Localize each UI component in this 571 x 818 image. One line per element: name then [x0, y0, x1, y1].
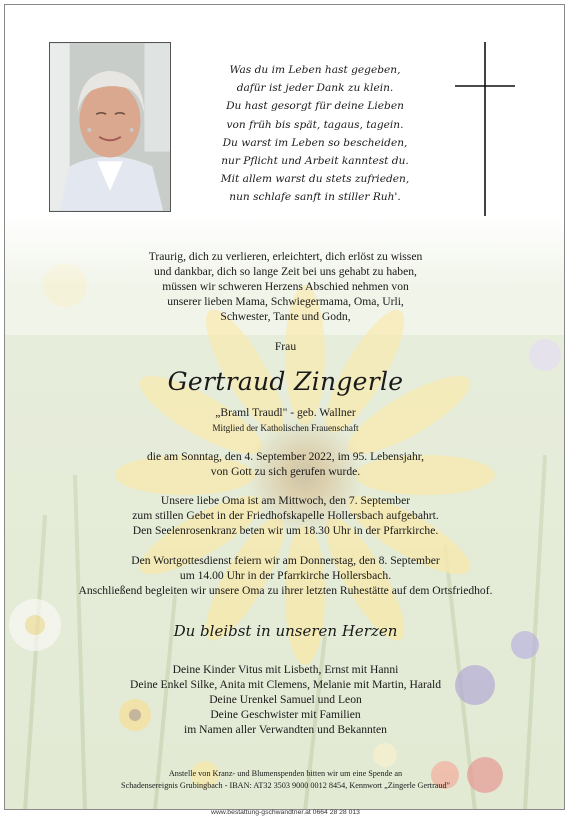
- family-line: im Namen aller Verwandten und Bekannten: [184, 723, 387, 736]
- poem-line: von früh bis spät, tagaus, tagein.: [226, 118, 404, 131]
- obituary-card: [4, 4, 565, 810]
- donation-line: Anstelle von Kranz- und Blumenspenden bitten wir um eine Spende an: [168, 769, 403, 778]
- family-line: Deine Kinder Vitus mit Lisbeth, Ernst mit Hanni: [172, 663, 399, 676]
- intro-line: unserer lieben Mama, Schwiegermama, Oma, Urli,: [167, 295, 404, 308]
- poem-line: nun schlafe sanft in stiller Ruh'.: [229, 191, 401, 204]
- membership: Mitglied der Katholischen Frauenschaft: [212, 423, 359, 433]
- footer-contact: www.bestattung-gschwandtner.at 0664 28 28 013: [211, 809, 360, 816]
- intro-line: Traurig, dich zu verlieren, erleichtert, dich erlöst zu wissen: [148, 250, 423, 263]
- poem-line: nur Pflicht und Arbeit kanntest du.: [221, 155, 409, 168]
- family-line: Deine Urenkel Samuel und Leon: [209, 693, 362, 706]
- poem-line: Du warst im Leben so bescheiden,: [222, 136, 408, 149]
- service-line: um 14.00 Uhr in der Pfarrkirche Hollersbach.: [179, 569, 392, 582]
- deceased-name: Gertraud Zingerle: [167, 367, 404, 396]
- poem-line: Du hast gesorgt für deine Lieben: [226, 100, 404, 113]
- prayer-line: Unsere liebe Oma ist am Mittwoch, den 7. September: [160, 494, 411, 507]
- poem-line: Was du im Leben hast gegeben,: [229, 64, 401, 76]
- death-line: die am Sonntag, den 4. September 2022, im 95. Lebensjahr,: [146, 450, 425, 463]
- family-line: Deine Enkel Silke, Anita mit Clemens, Melanie mit Martin, Harald: [129, 678, 442, 691]
- intro-line: Schwester, Tante und Godn,: [220, 310, 351, 323]
- service-line: Anschließend begleiten wir unsere Oma zu ihrer letzten Ruhestätte auf dem Ortsfriedhof.: [78, 584, 493, 597]
- nickname: „Braml Traudl" - geb. Wallner: [215, 406, 356, 419]
- motto: Du bleibst in unseren Herzen: [173, 622, 398, 640]
- prayer-line: Den Seelenrosenkranz beten wir um 18.30 Uhr in der Pfarrkirche.: [132, 524, 439, 537]
- prayer-line: zum stillen Gebet in der Friedhofskapelle Hollersbach aufgebahrt.: [132, 509, 439, 522]
- poem-line: Mit allem warst du stets zufrieden,: [220, 173, 410, 186]
- service-line: Den Wortgottesdienst feiern wir am Donnerstag, den 8. September: [131, 554, 440, 567]
- intro-line: und dankbar, dich so lange Zeit bei uns gehabt zu haben,: [154, 265, 417, 278]
- title-word: Frau: [274, 340, 297, 353]
- donation-line: Schadensereignis Grubingbach - IBAN: AT32 3503 9000 0012 8454, Kennwort „Zingerle Gertraud": [121, 781, 450, 790]
- intro-line: müssen wir schweren Herzens Abschied nehmen von: [162, 280, 409, 293]
- death-line: von Gott zu sich gerufen wurde.: [210, 465, 361, 478]
- poem-line: dafür ist jeder Dank zu klein.: [236, 82, 394, 95]
- family-line: Deine Geschwister mit Familien: [210, 708, 361, 721]
